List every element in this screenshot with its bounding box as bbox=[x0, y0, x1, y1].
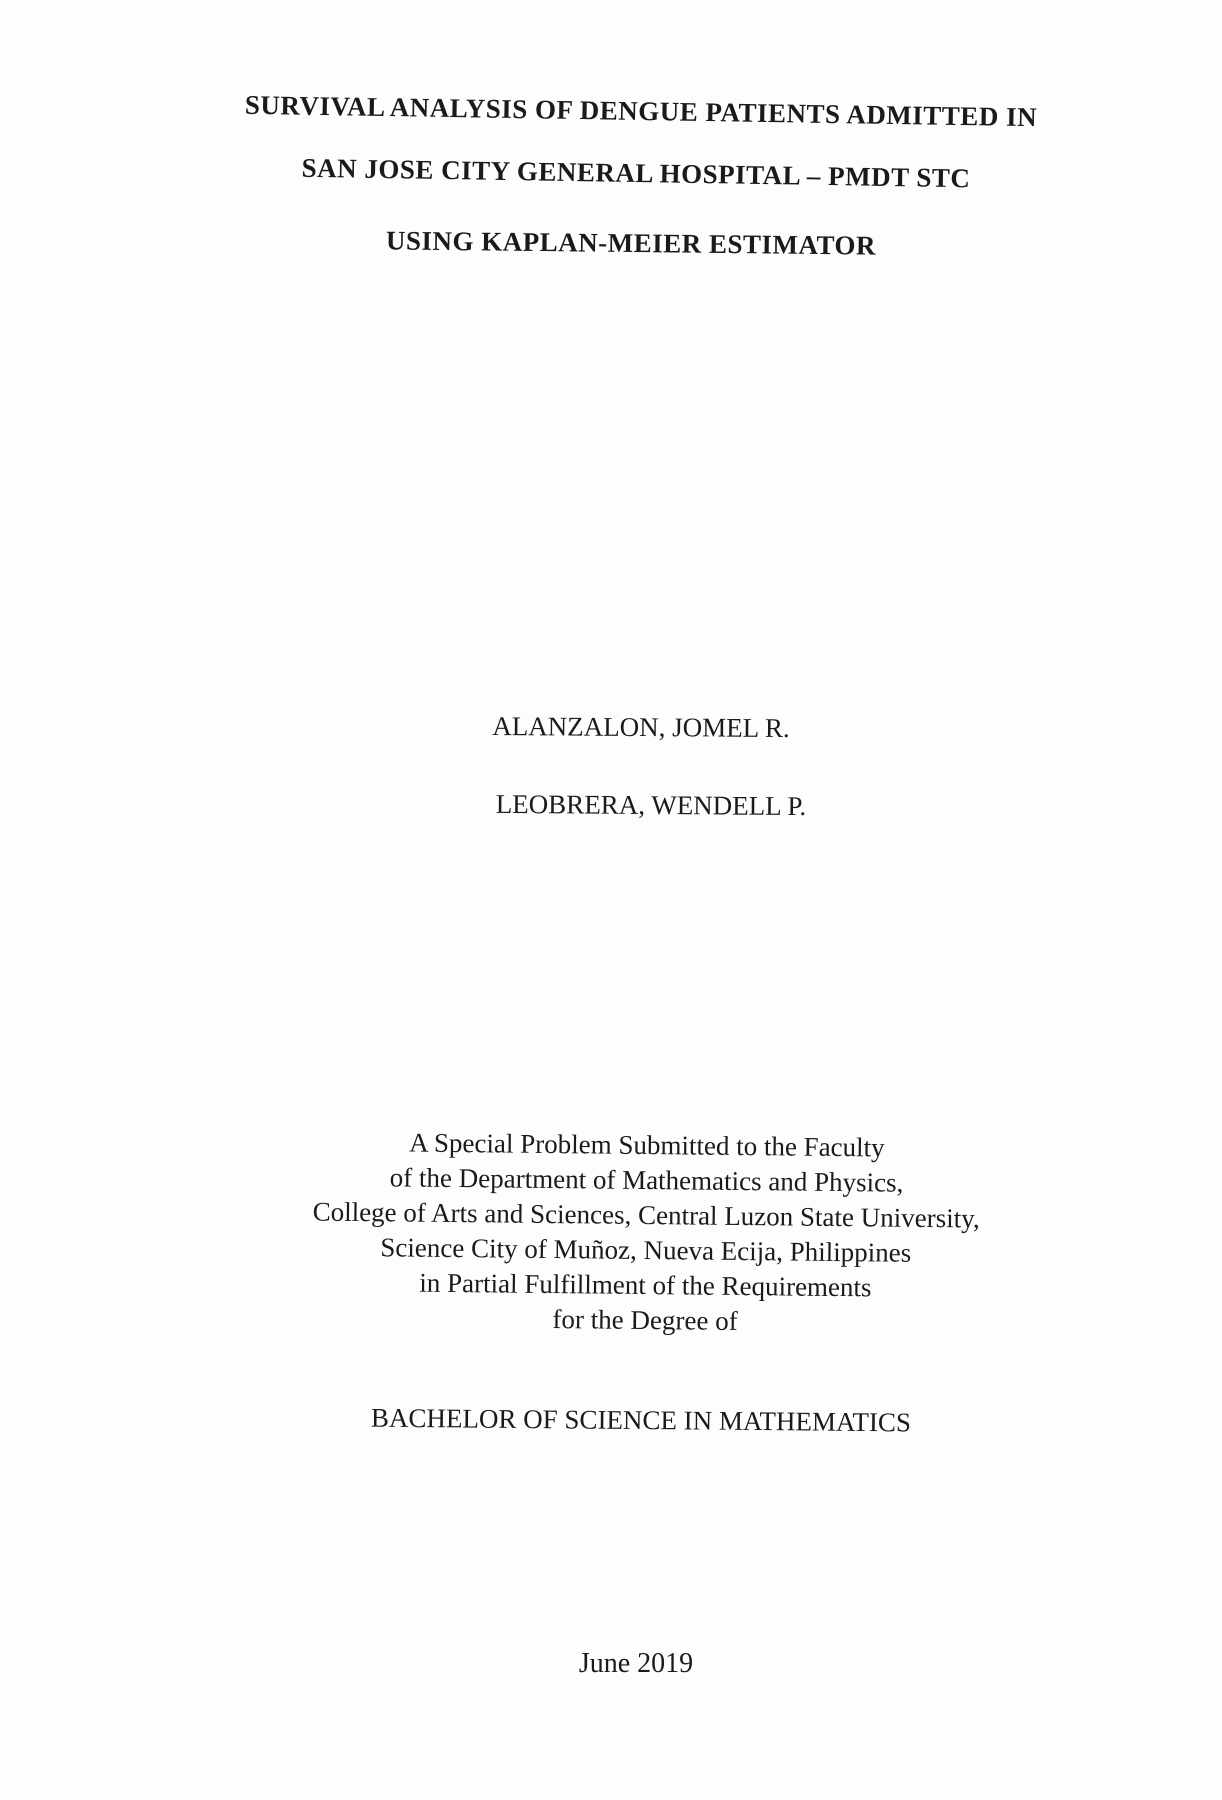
title-line-1: SURVIVAL ANALYSIS OF DENGUE PATIENTS ADMITTED IN bbox=[244, 89, 1038, 133]
submission-statement bbox=[34, 1122, 1222, 1345]
submission-line: College of Arts and Sciences, Central Luzon State University, bbox=[312, 1196, 980, 1234]
submission-line: A Special Problem Submitted to the Faculty bbox=[409, 1127, 885, 1163]
degree-title: BACHELOR OF SCIENCE IN MATHEMATICS bbox=[370, 1402, 912, 1438]
submission-line: Science City of Muñoz, Nueva Ecija, Philippines bbox=[380, 1232, 912, 1268]
submission-line: of the Department of Mathematics and Physics, bbox=[389, 1162, 904, 1198]
submission-line: for the Degree of bbox=[552, 1304, 738, 1336]
author-2: LEOBRERA, WENDELL P. bbox=[495, 788, 807, 822]
author-1: ALANZALON, JOMEL R. bbox=[492, 710, 790, 744]
title-line-3: USING KAPLAN-MEIER ESTIMATOR bbox=[385, 225, 877, 261]
submission-date: June 2019 bbox=[578, 1648, 694, 1679]
title-line-2: SAN JOSE CITY GENERAL HOSPITAL – PMDT STC bbox=[301, 152, 971, 194]
submission-line: in Partial Fulfillment of the Requirements bbox=[419, 1267, 872, 1303]
